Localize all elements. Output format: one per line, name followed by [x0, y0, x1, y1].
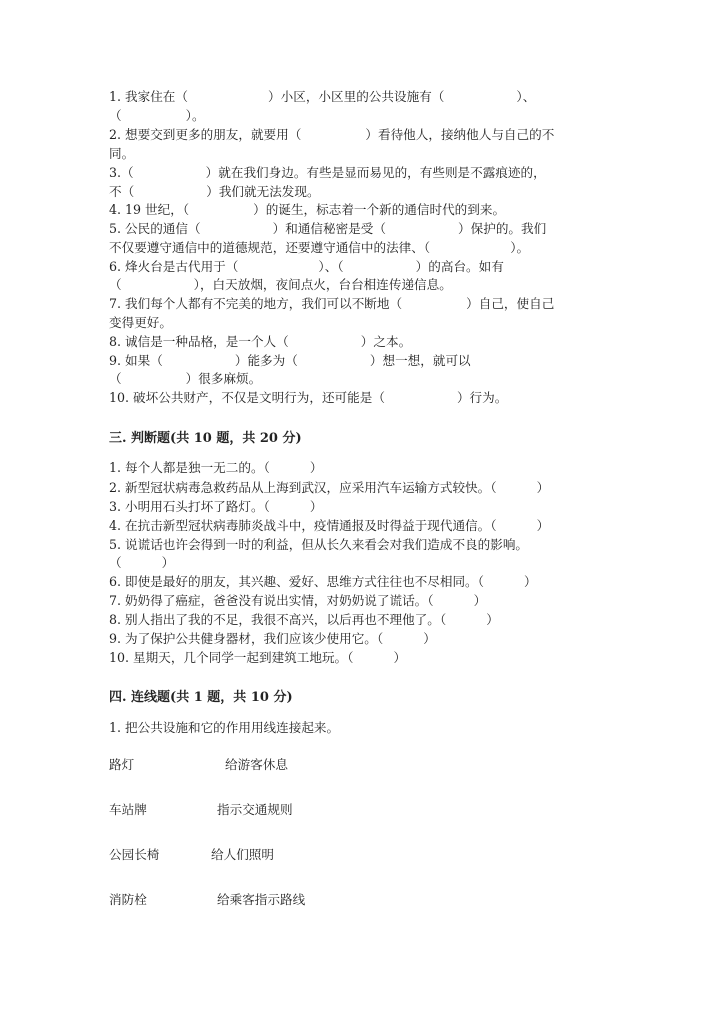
match-right-item[interactable]: 指示交通规则 [217, 802, 293, 817]
judge-item: 2. 新型冠状病毒急救药品从上海到武汉，应采用汽车运输方式较快。（ ） [109, 480, 550, 495]
match-left-item[interactable]: 路灯 [109, 757, 135, 772]
match-left-item[interactable]: 车站牌 [109, 802, 147, 817]
judge-item: 1. 每个人都是独一无二的。（ ） [109, 460, 323, 475]
fill-blank-line: 不仅要遵守通信中的道德规范，还要遵守通信中的法律、（ ）。 [109, 240, 530, 255]
match-right-item[interactable]: 给人们照明 [211, 847, 274, 862]
fill-blank-line: 不（ ）我们就无法发现。 [109, 184, 320, 199]
fill-blank-line: 5. 公民的通信（ ）和通信秘密是受（ ）保护的。我们 [109, 221, 547, 236]
judge-item: 10. 星期天，几个同学一起到建筑工地玩。（ ） [109, 650, 407, 665]
section-heading-match: 四. 连线题(共 1 题，共 10 分) [109, 690, 293, 705]
fill-blank-line: 1. 我家住在（ ）小区，小区里的公共设施有（ ）、 [109, 89, 536, 104]
match-left-item[interactable]: 公园长椅 [109, 847, 160, 862]
fill-blank-line: 6. 烽火台是古代用于（ ）、（ ）的高台。如有 [109, 259, 504, 274]
fill-blank-line: （ ）很多麻烦。 [109, 371, 262, 386]
fill-blank-line: （ ），白天放烟，夜间点火，台台相连传递信息。 [109, 277, 452, 292]
match-instruction: 1. 把公共设施和它的作用用线连接起来。 [109, 720, 340, 735]
fill-blank-line: 9. 如果（ ）能多为（ ）想一想，就可以 [109, 353, 471, 368]
fill-blank-line: 8. 诚信是一种品格，是一个人（ ）之本。 [109, 334, 412, 349]
match-left-item[interactable]: 消防栓 [109, 892, 147, 907]
match-right-item[interactable]: 给游客休息 [225, 757, 288, 772]
fill-blank-line: （ ）。 [109, 108, 205, 123]
judge-item: 4. 在抗击新型冠状病毒肺炎战斗中，疫情通报及时得益于现代通信。（ ） [109, 518, 550, 533]
judge-item: （ ） [109, 555, 175, 570]
judge-item: 7. 奶奶得了癌症，爸爸没有说出实情，对奶奶说了谎话。（ ） [109, 593, 487, 608]
fill-blank-line: 同。 [109, 146, 135, 161]
fill-blank-line: 2. 想要交到更多的朋友，就要用（ ）看待他人，接纳他人与自己的不 [109, 127, 555, 142]
fill-blank-line: 变得更好。 [109, 315, 172, 330]
fill-blank-line: 10. 破坏公共财产，不仅是文明行为，还可能是（ ）行为。 [109, 390, 508, 405]
judge-item: 9. 为了保护公共健身器材，我们应该少使用它。（ ） [109, 631, 436, 646]
judge-item: 8. 别人指出了我的不足，我很不高兴，以后再也不理他了。（ ） [109, 612, 499, 627]
judge-item: 6. 即使是最好的朋友，其兴趣、爱好、思维方式往往也不尽相同。（ ） [109, 574, 537, 589]
fill-blank-line: 4. 19 世纪，（ ）的诞生，标志着一个新的通信时代的到来。 [109, 202, 506, 217]
fill-blank-line: 3.（ ）就在我们身边。有些是显而易见的，有些则是不露痕迹的， [109, 165, 546, 180]
judge-item: 5. 说谎话也许会得到一时的利益，但从长久来看会对我们造成不良的影响。 [109, 537, 529, 552]
judge-item: 3. 小明用石头打坏了路灯。（ ） [109, 499, 323, 514]
fill-blank-line: 7. 我们每个人都有不完美的地方，我们可以不断地（ ）自己，使自己 [109, 296, 555, 311]
match-right-item[interactable]: 给乘客指示路线 [217, 892, 306, 907]
section-heading-judge: 三. 判断题(共 10 题，共 20 分) [109, 431, 302, 446]
